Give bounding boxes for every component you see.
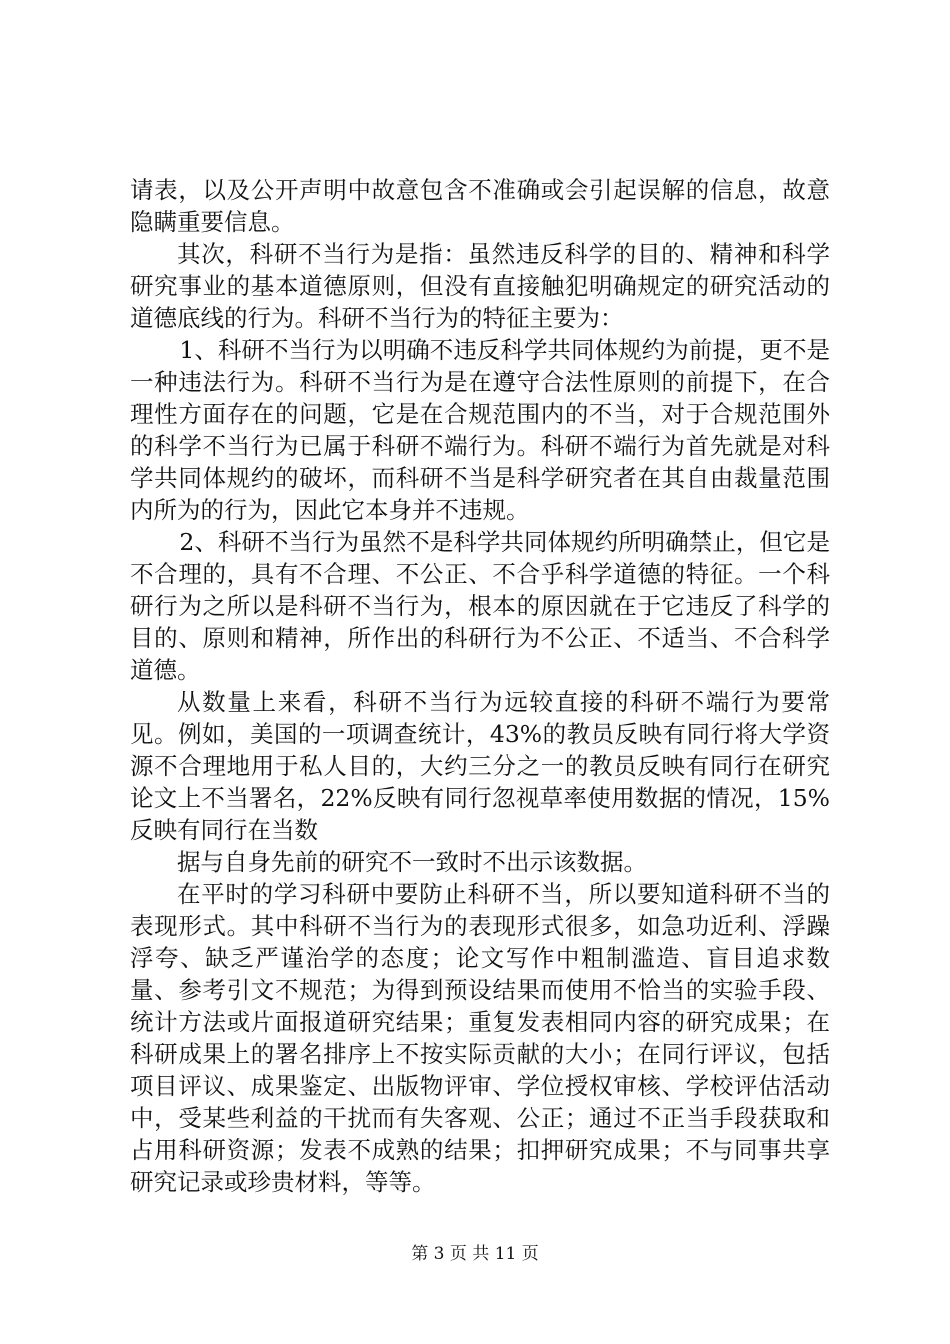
paragraph-definition: 其次，科研不当行为是指：虽然违反科学的目的、精神和科学研究事业的基本道德原则，但没有直接触犯明确规定的研究活动的道德底线的行为。科研不当行为的特征主要为： bbox=[130, 240, 830, 332]
paragraph-statistics-tail: 据与自身先前的研究不一致时不出示该数据。 bbox=[177, 848, 647, 876]
paragraph-statistics: 从数量上来看，科研不当行为远较直接的科研不端行为要常见。例如，美国的一项调查统计，43%的教员反映有同行将大学资源不合理地用于私人目的，大约三分之一的教员反映有同行在研究论文上不当署名，22%反映有同行忽视草率使用数据的情况，15%反映有同行在当数 bbox=[130, 688, 830, 844]
paragraph-continuation: 请表，以及公开声明中故意包含不准确或会引起误解的信息，故意隐瞒重要信息。 bbox=[130, 176, 830, 236]
paragraph-forms: 在平时的学习科研中要防止科研不当，所以要知道科研不当的表现形式。其中科研不当行为的表现形式很多，如急功近利、浮躁浮夸、缺乏严谨治学的态度；论文写作中粗制滥造、盲目追求数量、参考引文不规范；为得到预设结果而使用不恰当的实验手段、统计方法或片面报道研究结果；重复发表相同内容的研究成果；在科研成果上的署名排序上不按实际贡献的大小；在同行评议，包括项目评议、成果鉴定、出版物评审、学位授权审核、学校评估活动中，受某些利益的干扰而有失客观、公正；通过不正当手段获取和占用科研资源；发表不成熟的结果；扣押研究成果；不与同事共享研究记录或珍贵材料，等等。 bbox=[130, 880, 830, 1196]
document-body bbox=[130, 174, 830, 1198]
paragraph-point-1: 1、科研不当行为以明确不违反科学共同体规约为前提，更不是一种违法行为。科研不当行为是在遵守合法性原则的前提下，在合理性方面存在的问题，它是在合规范围内的不当，对于合规范围外的科学不当行为已属于科研不端行为。科研不端行为首先就是对科学共同体规约的破坏，而科研不当是科学研究者在其自由裁量范围内所为的行为，因此它本身并不违规。 bbox=[130, 336, 830, 524]
paragraph-point-2: 2、科研不当行为虽然不是科学共同体规约所明确禁止，但它是不合理的，具有不合理、不公正、不合乎科学道德的特征。一个科研行为之所以是科研不当行为，根本的原因就在于它违反了科学的目的、原则和精神，所作出的科研行为不公正、不适当、不合科学道德。 bbox=[130, 528, 830, 684]
page-number-footer: 第 3 页 共 11 页 bbox=[411, 1244, 539, 1264]
